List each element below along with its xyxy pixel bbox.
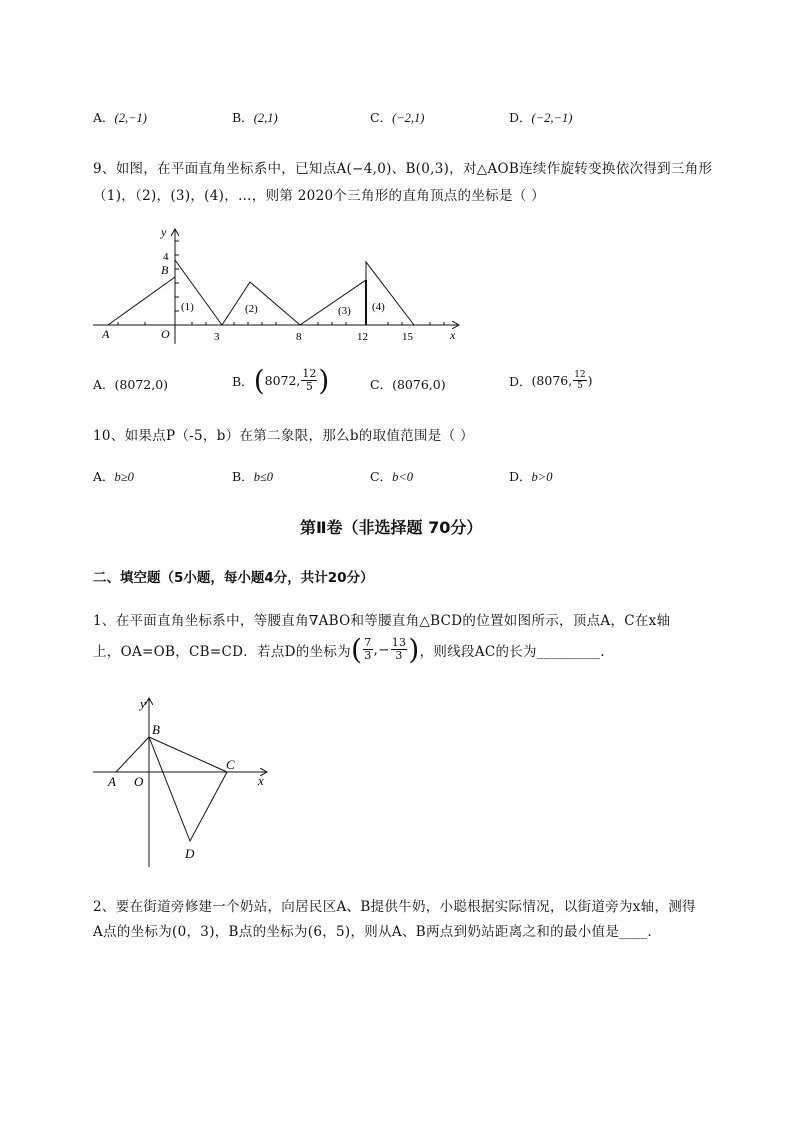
f1-line1: 1、在平面直角坐标系中，等腰直角∇ABO和等腰直角△BCD的位置如图所示，顶点A，C在x轴: [93, 613, 671, 629]
q9-b-fraction: $\frac{12}{5}$: [302, 367, 317, 393]
q10-option-b: B．b≤0: [232, 469, 274, 484]
fig9-y-label: y: [161, 225, 167, 239]
part2-title: 第Ⅱ卷（非选择题 70分）: [300, 518, 483, 537]
fig9-tri1-label: (1): [181, 301, 194, 313]
q10-option-d: D．b>0: [509, 469, 553, 484]
fig9-label-a: A: [102, 327, 110, 341]
q9-option-c: C．(8076,0): [370, 377, 446, 392]
fig9-tick-12: 12: [357, 331, 368, 343]
fig9-x-label: x: [450, 328, 456, 342]
f1-triangles-top: [116, 737, 227, 772]
triangle-3: [300, 280, 366, 325]
f1-x-label: x: [258, 773, 264, 788]
fig9-tri3-label: (3): [338, 305, 351, 317]
triangle-2: [222, 282, 300, 325]
f2-line1: 2、要在街道旁修建一个奶站，向居民区A、B提供牛奶，小聪根据实际情况，以街道旁为x轴，测得: [93, 899, 696, 915]
f1-y-fraction: $\frac{13}{3}$: [391, 636, 407, 662]
f1-y-label: y: [140, 696, 146, 711]
q8-option-b: B．(2,1): [232, 110, 278, 125]
f1-label-a: A: [108, 774, 116, 789]
q10-option-a: A．b≥0: [93, 469, 134, 484]
fig9-tri4-label: (4): [372, 301, 385, 313]
q9-line2: （1)，（2)，(3)，(4)，…，则第 2020个三角形的直角顶点的坐标是（ ）: [93, 188, 545, 204]
q8-option-c: C．(−2,1): [370, 110, 425, 125]
fig9-label-o: O: [161, 327, 170, 341]
f1-figure: [88, 695, 278, 870]
fig9-tick-3: 3: [214, 331, 220, 343]
f2-line2: A点的坐标为(0，3)，B点的坐标为(6，5)，则从A、B两点到奶站距离之和的最小值是____.: [93, 924, 652, 940]
fig9-tick-15: 15: [402, 331, 413, 343]
q9-option-d: D． (8076, $\frac{12}{5}$ ): [509, 370, 593, 391]
fig9-tri2-label: (2): [245, 303, 258, 315]
f1-triangle-bcd: [149, 737, 227, 841]
fig9-tick-8: 8: [296, 331, 302, 343]
f1-label-c: C: [226, 757, 235, 772]
f1-x-fraction: $\frac{7}{3}$: [364, 636, 372, 662]
q9-option-a: A．(8072,0): [93, 377, 169, 392]
q10-option-c: C．b<0: [370, 469, 414, 484]
section2-heading: 二、填空题（5小题，每小题4分，共计20分）: [93, 570, 374, 586]
fig9-label-b: B: [161, 263, 169, 277]
triangle-1: [175, 260, 222, 325]
f1-label-o: O: [134, 774, 144, 789]
q10-text: 10、如果点P（-5，b）在第二象限，那么b的取值范围是（ ）: [93, 428, 474, 444]
f1-line2: 上，OA=OB，CB=CD．若点D的坐标为 ( $\frac{7}{3}$ , − $\frac{13}{3}$ ) ，则线段AC的长为_________.: [93, 633, 605, 666]
q9-d-fraction: $\frac{12}{5}$: [574, 370, 586, 391]
q9-figure: [88, 222, 468, 347]
f1-label-b: B: [152, 722, 160, 737]
q9-line1: 9、如图，在平面直角坐标系中，已知点A(−4,0)、B(0,3)，对△AOB连续作旋转变换依次得到三角形: [93, 161, 713, 177]
fig9-label-4: 4: [163, 251, 169, 263]
f1-label-d: D: [185, 846, 195, 861]
q9-option-b: B． ( 8072, $\frac{12}{5}$ ): [232, 364, 330, 397]
triangle-aob-hypotenuse: [108, 277, 175, 325]
q8-option-a: A．(2,−1): [93, 110, 147, 125]
triangle-4: [366, 262, 414, 325]
q8-option-d: D．(−2,−1): [509, 110, 573, 125]
